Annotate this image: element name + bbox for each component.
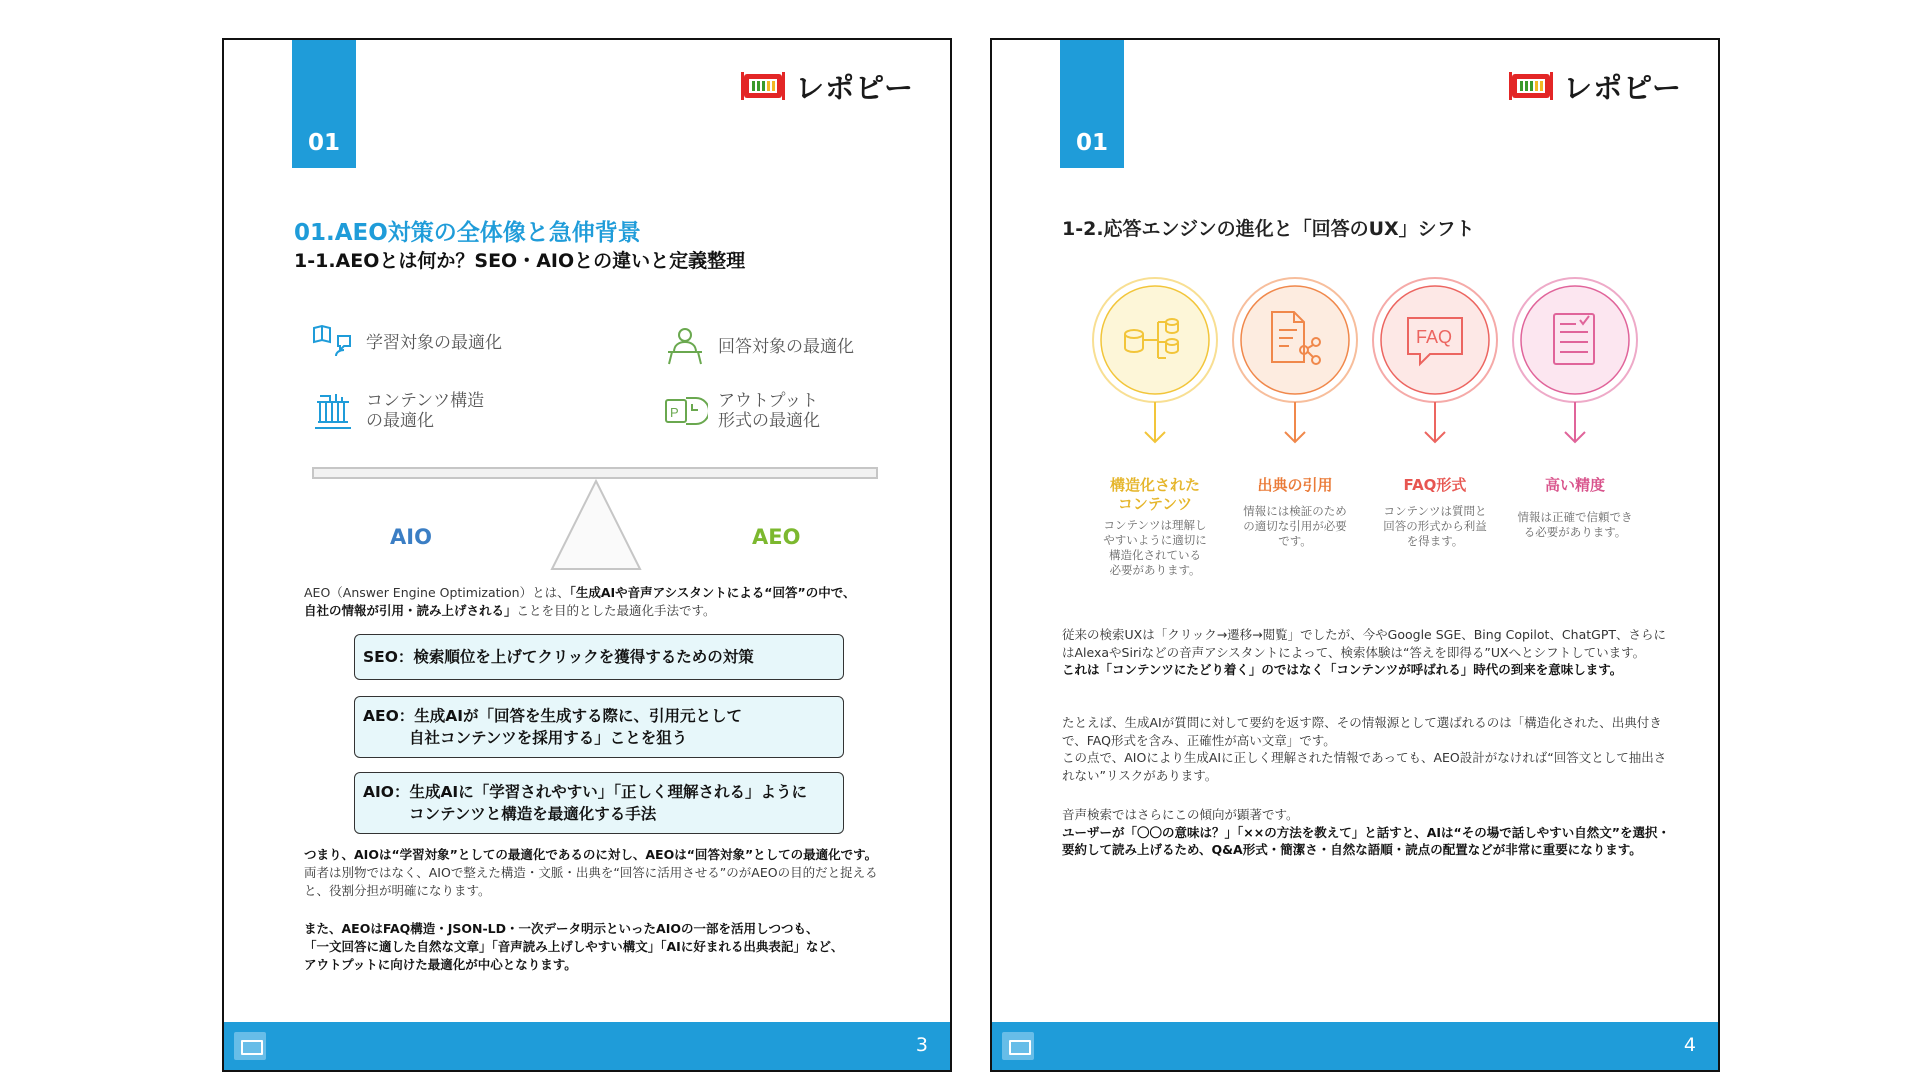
summary-bold: つまり、AIOは“学習対象”としての最適化であるのに対し、AEOは“回答対象”としての最適化です。 [304, 847, 878, 862]
voice-search-text: 音声検索ではさらにこの傾向が顕著です。 [1062, 807, 1299, 822]
closing-line-1: また、AEOはFAQ構造・JSON-LD・一次データ明示といったAIOの一部を活用しつつも、 [304, 921, 819, 936]
document-page-3 [222, 38, 952, 1072]
scale-label-aeo: AEO [752, 525, 801, 549]
scale-label-aio: AIO [390, 525, 432, 549]
feature-learning [310, 320, 502, 366]
desc-citation-line-1: 情報には検証のため [1243, 504, 1347, 518]
section-number-tab [1060, 40, 1124, 168]
output-line-1: アウトプット [718, 390, 819, 411]
desc-structured-line-3: 構造化されている [1109, 548, 1201, 562]
definition-aeo-line-1: AEO：生成AIが「回答を生成する際に、引用元として [363, 707, 743, 725]
logo-mark-icon [1509, 69, 1553, 103]
circle-faq-format [1364, 272, 1506, 448]
feature-answer-label: 回答対象の最適化 [718, 336, 854, 357]
closing-line-3: アウトプットに向けた最適化が中心となります。 [304, 957, 577, 972]
desc-structured-line-2: やすいように適切に [1103, 533, 1207, 547]
intro-bold-1: 「生成AIや音声アシスタントによる“回答”の中で、 [569, 585, 856, 600]
summary-text: 両者は別物ではなく、AIOで整えた構造・文脈・出典を“回答に活用させる”のがAEOの目的だと捉えると、役割分担が明確になります。 [304, 865, 878, 898]
document-page-4 [990, 38, 1720, 1072]
building-columns-icon [310, 388, 356, 434]
label-structured-line-1: 構造化された [1109, 476, 1200, 494]
intro-paragraph [304, 584, 894, 620]
intro-bold-2: 自社の情報が引用・読み上げされる」 [304, 603, 517, 618]
brand-logo [741, 66, 914, 106]
book-chat-icon [310, 320, 356, 366]
page-number: 3 [915, 1034, 928, 1056]
checklist-icon [1504, 272, 1646, 448]
page-title: 1-2.応答エンジンの進化と「回答のUX」シフト [1062, 218, 1475, 240]
balance-scale-fulcrum [550, 479, 642, 571]
faq-icon [1364, 272, 1506, 448]
intro-text-2: ことを目的とした最適化手法です。 [516, 603, 716, 618]
ux-shift-paragraph [1062, 626, 1672, 679]
voice-search-paragraph [1062, 806, 1672, 859]
desc-faq-line-2: 回答の形式から利益 [1383, 519, 1487, 533]
circle-desc-citation [1224, 504, 1366, 549]
desc-citation-line-2: の適切な引用が必要 [1243, 519, 1347, 533]
document-share-icon [1224, 272, 1366, 448]
content-line-1: コンテンツ構造 [366, 390, 485, 411]
presentation-file-icon [662, 388, 708, 434]
ux-shift-bold: これは「コンテンツにたどり着く」のではなく「コンテンツが呼ばれる」時代の到来を意味します。 [1062, 662, 1623, 677]
page-footer [224, 1022, 950, 1070]
content-line-2: の最適化 [366, 411, 434, 431]
closing-paragraph [304, 920, 894, 974]
circle-desc-accuracy [1504, 510, 1646, 540]
feature-learning-label: 学習対象の最適化 [366, 332, 502, 353]
structured-data-icon [1084, 272, 1226, 448]
definition-aio [354, 772, 844, 834]
circle-label-citation: 出典の引用 [1257, 476, 1333, 494]
desc-structured-line-4: 必要があります。 [1109, 563, 1201, 577]
closing-line-2: 「一文回答に適した自然な文章」「音声読み上げしやすい構文」「AIに好まれる出典表記」など、 [304, 939, 844, 954]
page-title: 01.AEO対策の全体像と急伸背景 [294, 220, 641, 246]
definition-aeo-line-2: 自社コンテンツを採用する」ことを狙う [409, 729, 688, 747]
label-structured-line-2: コンテンツ [1117, 495, 1193, 513]
feature-content-structure-label [366, 391, 484, 432]
footer-brand-icon [1002, 1032, 1034, 1060]
section-number-tab [292, 40, 356, 168]
voice-search-bold: ユーザーが「〇〇の意味は？」「××の方法を教えて」と話すと、AIは“その場で話しやすい自然文”を選択・要約して読み上げるため、Q&A形式・簡潔さ・自然な語順・読点の配置などが非常に重要になります。 [1062, 824, 1670, 857]
page-footer [992, 1022, 1718, 1070]
output-line-2: 形式の最適化 [718, 411, 820, 431]
logo-mark-icon [741, 69, 785, 103]
circle-high-accuracy [1504, 272, 1646, 448]
circle-label-faq: FAQ形式 [1403, 476, 1467, 494]
section-number: 01 [307, 130, 340, 156]
brand-logo [1509, 66, 1682, 106]
desc-accuracy-line-2: る必要があります。 [1523, 525, 1627, 539]
logo-text: レポピー [795, 70, 914, 105]
feature-answer [662, 324, 854, 370]
source-selection-text: たとえば、生成AIが質問に対して要約を返す際、その情報源として選ばれるのは「構造化された、出典付きで、FAQ形式を含み、正確性が高い文章」です。 [1062, 715, 1662, 748]
desc-faq-line-3: を得ます。 [1406, 534, 1464, 548]
page-number: 4 [1683, 1034, 1696, 1056]
definition-seo-text: SEO：検索順位を上げてクリックを獲得するための対策 [363, 648, 754, 666]
intro-text-1: AEO（Answer Engine Optimization）とは、 [304, 585, 570, 600]
ux-shift-text: 従来の検索UXは「クリック→遷移→閲覧」でしたが、今やGoogle SGE、Bing Copilot、ChatGPT、さらにはAlexaやSiriなどの音声アシスタントによって、検索体験は“答えを即得る”UXへとシフトしています。 [1062, 627, 1666, 660]
presenter-icon [662, 324, 708, 370]
source-selection-risk: この点で、AIOにより生成AIに正しく理解された情報であっても、AEO設計がなければ“回答文として抽出されない”リスクがあります。 [1062, 750, 1667, 783]
feature-output-format-label [718, 391, 820, 432]
definition-aio-line-1: AIO：生成AIに「学習されやすい」「正しく理解される」ように [363, 783, 807, 801]
source-selection-paragraph [1062, 714, 1672, 784]
svg-text:P: P [670, 405, 679, 420]
logo-text: レポピー [1563, 70, 1682, 105]
desc-accuracy-line-1: 情報は正確で信頼でき [1517, 510, 1633, 524]
desc-citation-line-3: です。 [1278, 534, 1312, 548]
summary-paragraph [304, 846, 894, 900]
page-subtitle: 1-1.AEOとは何か？SEO・AIOとの違いと定義整理 [294, 250, 746, 272]
feature-content-structure [310, 388, 484, 434]
circle-desc-faq [1364, 504, 1506, 549]
circle-desc-structured [1084, 518, 1226, 578]
circle-structured-content [1084, 272, 1226, 448]
footer-brand-icon [234, 1032, 266, 1060]
desc-structured-line-1: コンテンツは理解し [1103, 518, 1207, 532]
definition-seo [354, 634, 844, 680]
circle-source-citation [1224, 272, 1366, 448]
definition-aio-line-2: コンテンツと構造を最適化する手法 [409, 805, 657, 823]
definition-aeo [354, 696, 844, 758]
desc-faq-line-1: コンテンツは質問と [1383, 504, 1487, 518]
circle-label-accuracy: 高い精度 [1544, 476, 1605, 494]
balance-scale-beam [312, 467, 878, 479]
circle-label-structured [1084, 476, 1226, 514]
section-number: 01 [1075, 130, 1108, 156]
feature-output-format [662, 388, 820, 434]
svg-text:FAQ: FAQ [1416, 327, 1453, 347]
